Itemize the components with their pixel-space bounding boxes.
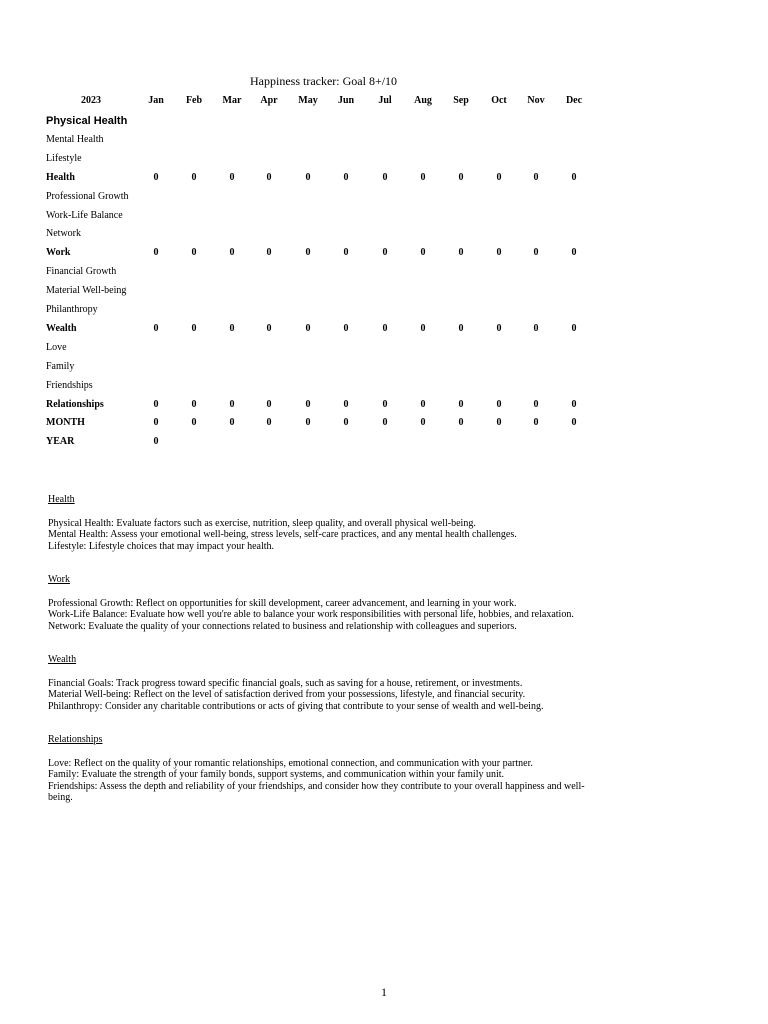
description-section [48, 654, 588, 712]
score-cell: 0 [153, 247, 159, 259]
table-row [0, 433, 620, 451]
score-cell: 0 [266, 171, 272, 183]
score-cell: 0 [153, 417, 159, 429]
month-header: Jan [148, 95, 164, 106]
row-label: Network [46, 228, 81, 240]
score-cell: 0 [533, 322, 539, 334]
month-header: Oct [491, 95, 507, 106]
row-label: Friendships [46, 379, 93, 391]
score-cell: 0 [496, 247, 502, 259]
score-cell: 0 [305, 171, 311, 183]
section-heading: Work [48, 574, 70, 585]
table-row [0, 339, 620, 357]
section-heading: Wealth [48, 654, 77, 665]
score-cell: 0 [420, 417, 426, 429]
score-cell: 0 [266, 398, 272, 410]
month-header: May [298, 95, 318, 106]
table-row [0, 282, 620, 300]
score-cell: 0 [305, 322, 311, 334]
score-cell: 0 [343, 171, 349, 183]
table-row [0, 169, 620, 187]
description-line: Mental Health: Assess your emotional well-being, stress levels, self-care practices, and any mental health challenges. [48, 529, 517, 540]
score-cell: 0 [191, 247, 197, 259]
section-lines [48, 598, 588, 633]
score-cell: 0 [382, 398, 388, 410]
section-heading: Health [48, 494, 75, 505]
table-row [0, 320, 620, 338]
table-row [0, 358, 620, 376]
row-label: YEAR [46, 436, 75, 448]
description-line: Love: Reflect on the quality of your romantic relationships, emotional connection, and communication with your partner. [48, 757, 533, 769]
score-cell: 0 [191, 398, 197, 410]
score-cell: 0 [533, 398, 539, 410]
month-header: Feb [185, 95, 203, 106]
description-line: Network: Evaluate the quality of your connections related to business and relationship with colleagues and superiors. [48, 620, 517, 632]
month-header: Sep [453, 95, 469, 106]
row-label: MONTH [46, 417, 85, 429]
score-cell: 0 [420, 171, 426, 183]
table-row [0, 131, 620, 149]
table-header-row [0, 92, 620, 110]
row-label: Mental Health [46, 133, 104, 145]
tracker-title: Happiness tracker: Goal 8+/10 [250, 74, 398, 88]
score-cell: 0 [458, 322, 464, 334]
page-number: 1 [381, 985, 387, 999]
row-label: Love [46, 341, 67, 353]
description-line: Friendships: Assess the depth and reliability of your friendships, and consider how they contribute to your overall happiness and well-being. [48, 780, 585, 803]
score-cell: 0 [382, 171, 388, 183]
score-cell: 0 [533, 171, 539, 183]
description-line: Material Well-being: Reflect on the level of satisfaction derived from your possessions, lifestyle, and financial security. [48, 689, 526, 700]
table-row [0, 225, 620, 243]
description-line: Professional Growth: Reflect on opportunities for skill development, career advancement, and learning in your work. [48, 597, 517, 609]
score-cell: 0 [420, 398, 426, 410]
table-row [0, 207, 620, 225]
score-cell: 0 [458, 171, 464, 183]
month-header: Jul [378, 95, 392, 106]
score-cell: 0 [153, 322, 159, 334]
section-heading: Relationships [48, 734, 103, 745]
score-cell: 0 [571, 171, 577, 183]
score-cell: 0 [343, 322, 349, 334]
table-row [0, 244, 620, 262]
table-row [0, 188, 620, 206]
description-line: Philanthropy: Consider any charitable contributions or acts of giving that contribute to your sense of wealth and well-being. [48, 700, 544, 712]
table-row [0, 414, 620, 432]
table-row [0, 263, 620, 281]
score-cell: 0 [496, 171, 502, 183]
description-line: Family: Evaluate the strength of your family bonds, support systems, and communication within your family unit. [48, 769, 505, 780]
month-header: Mar [222, 95, 242, 106]
month-header: Nov [527, 95, 545, 106]
score-cell: 0 [229, 417, 235, 429]
score-cell: 0 [343, 417, 349, 429]
score-cell: 0 [458, 398, 464, 410]
score-cell: 0 [571, 322, 577, 334]
score-cell: 0 [420, 247, 426, 259]
score-cell: 0 [305, 247, 311, 259]
month-header: Aug [414, 95, 432, 106]
section-lines [48, 518, 588, 553]
score-cell: 0 [266, 417, 272, 429]
score-cell: 0 [496, 398, 502, 410]
score-cell: 0 [266, 247, 272, 259]
score-cell: 0 [153, 436, 159, 448]
table-row [0, 112, 620, 130]
description-line: Physical Health: Evaluate factors such as exercise, nutrition, sleep quality, and overall physical well-being. [48, 517, 476, 529]
score-cell: 0 [229, 398, 235, 410]
score-cell: 0 [382, 322, 388, 334]
row-label: Family [46, 360, 75, 372]
description-section [48, 494, 588, 552]
score-cell: 0 [496, 322, 502, 334]
score-cell: 0 [305, 417, 311, 429]
score-cell: 0 [382, 417, 388, 429]
row-label: Material Well-being [46, 285, 127, 297]
row-label: Financial Growth [46, 266, 117, 278]
score-cell: 0 [229, 171, 235, 183]
score-cell: 0 [153, 398, 159, 410]
score-cell: 0 [191, 322, 197, 334]
score-cell: 0 [571, 417, 577, 429]
row-label: Lifestyle [46, 152, 82, 164]
score-cell: 0 [382, 247, 388, 259]
table-row [0, 377, 620, 395]
score-cell: 0 [496, 417, 502, 429]
score-cell: 0 [229, 247, 235, 259]
score-cell: 0 [458, 247, 464, 259]
description-section [48, 734, 588, 804]
table-row [0, 396, 620, 414]
score-cell: 0 [533, 247, 539, 259]
score-cell: 0 [191, 171, 197, 183]
month-header: Dec [565, 95, 583, 106]
score-cell: 0 [420, 322, 426, 334]
row-label: Wealth [46, 322, 77, 334]
score-cell: 0 [458, 417, 464, 429]
score-cell: 0 [153, 171, 159, 183]
month-header: Jun [337, 95, 355, 106]
score-cell: 0 [229, 322, 235, 334]
score-cell: 0 [305, 398, 311, 410]
row-label: Relationships [46, 398, 104, 410]
row-label: Work [46, 247, 71, 259]
table-row [0, 150, 620, 168]
description-line: Lifestyle: Lifestyle choices that may impact your health. [48, 540, 275, 552]
row-label: Work-Life Balance [46, 209, 123, 221]
score-cell: 0 [571, 398, 577, 410]
score-cell: 0 [343, 247, 349, 259]
description-line: Work-Life Balance: Evaluate how well you're able to balance your work responsibilities with personal life, hobbies, and relaxation. [48, 609, 574, 620]
table-row [0, 301, 620, 319]
section-lines [48, 758, 588, 804]
row-label: Health [46, 171, 75, 183]
score-cell: 0 [571, 247, 577, 259]
description-section [48, 574, 588, 632]
section-lines [48, 678, 588, 713]
description-line: Financial Goals: Track progress toward specific financial goals, such as saving for a house, retirement, or investments. [48, 677, 523, 689]
score-cell: 0 [266, 322, 272, 334]
month-header: Apr [260, 95, 278, 106]
row-label: Physical Health [46, 115, 128, 127]
year-header: 2023 [81, 95, 101, 106]
row-label: Professional Growth [46, 190, 129, 202]
score-cell: 0 [191, 417, 197, 429]
score-cell: 0 [533, 417, 539, 429]
score-cell: 0 [343, 398, 349, 410]
row-label: Philanthropy [46, 304, 98, 315]
